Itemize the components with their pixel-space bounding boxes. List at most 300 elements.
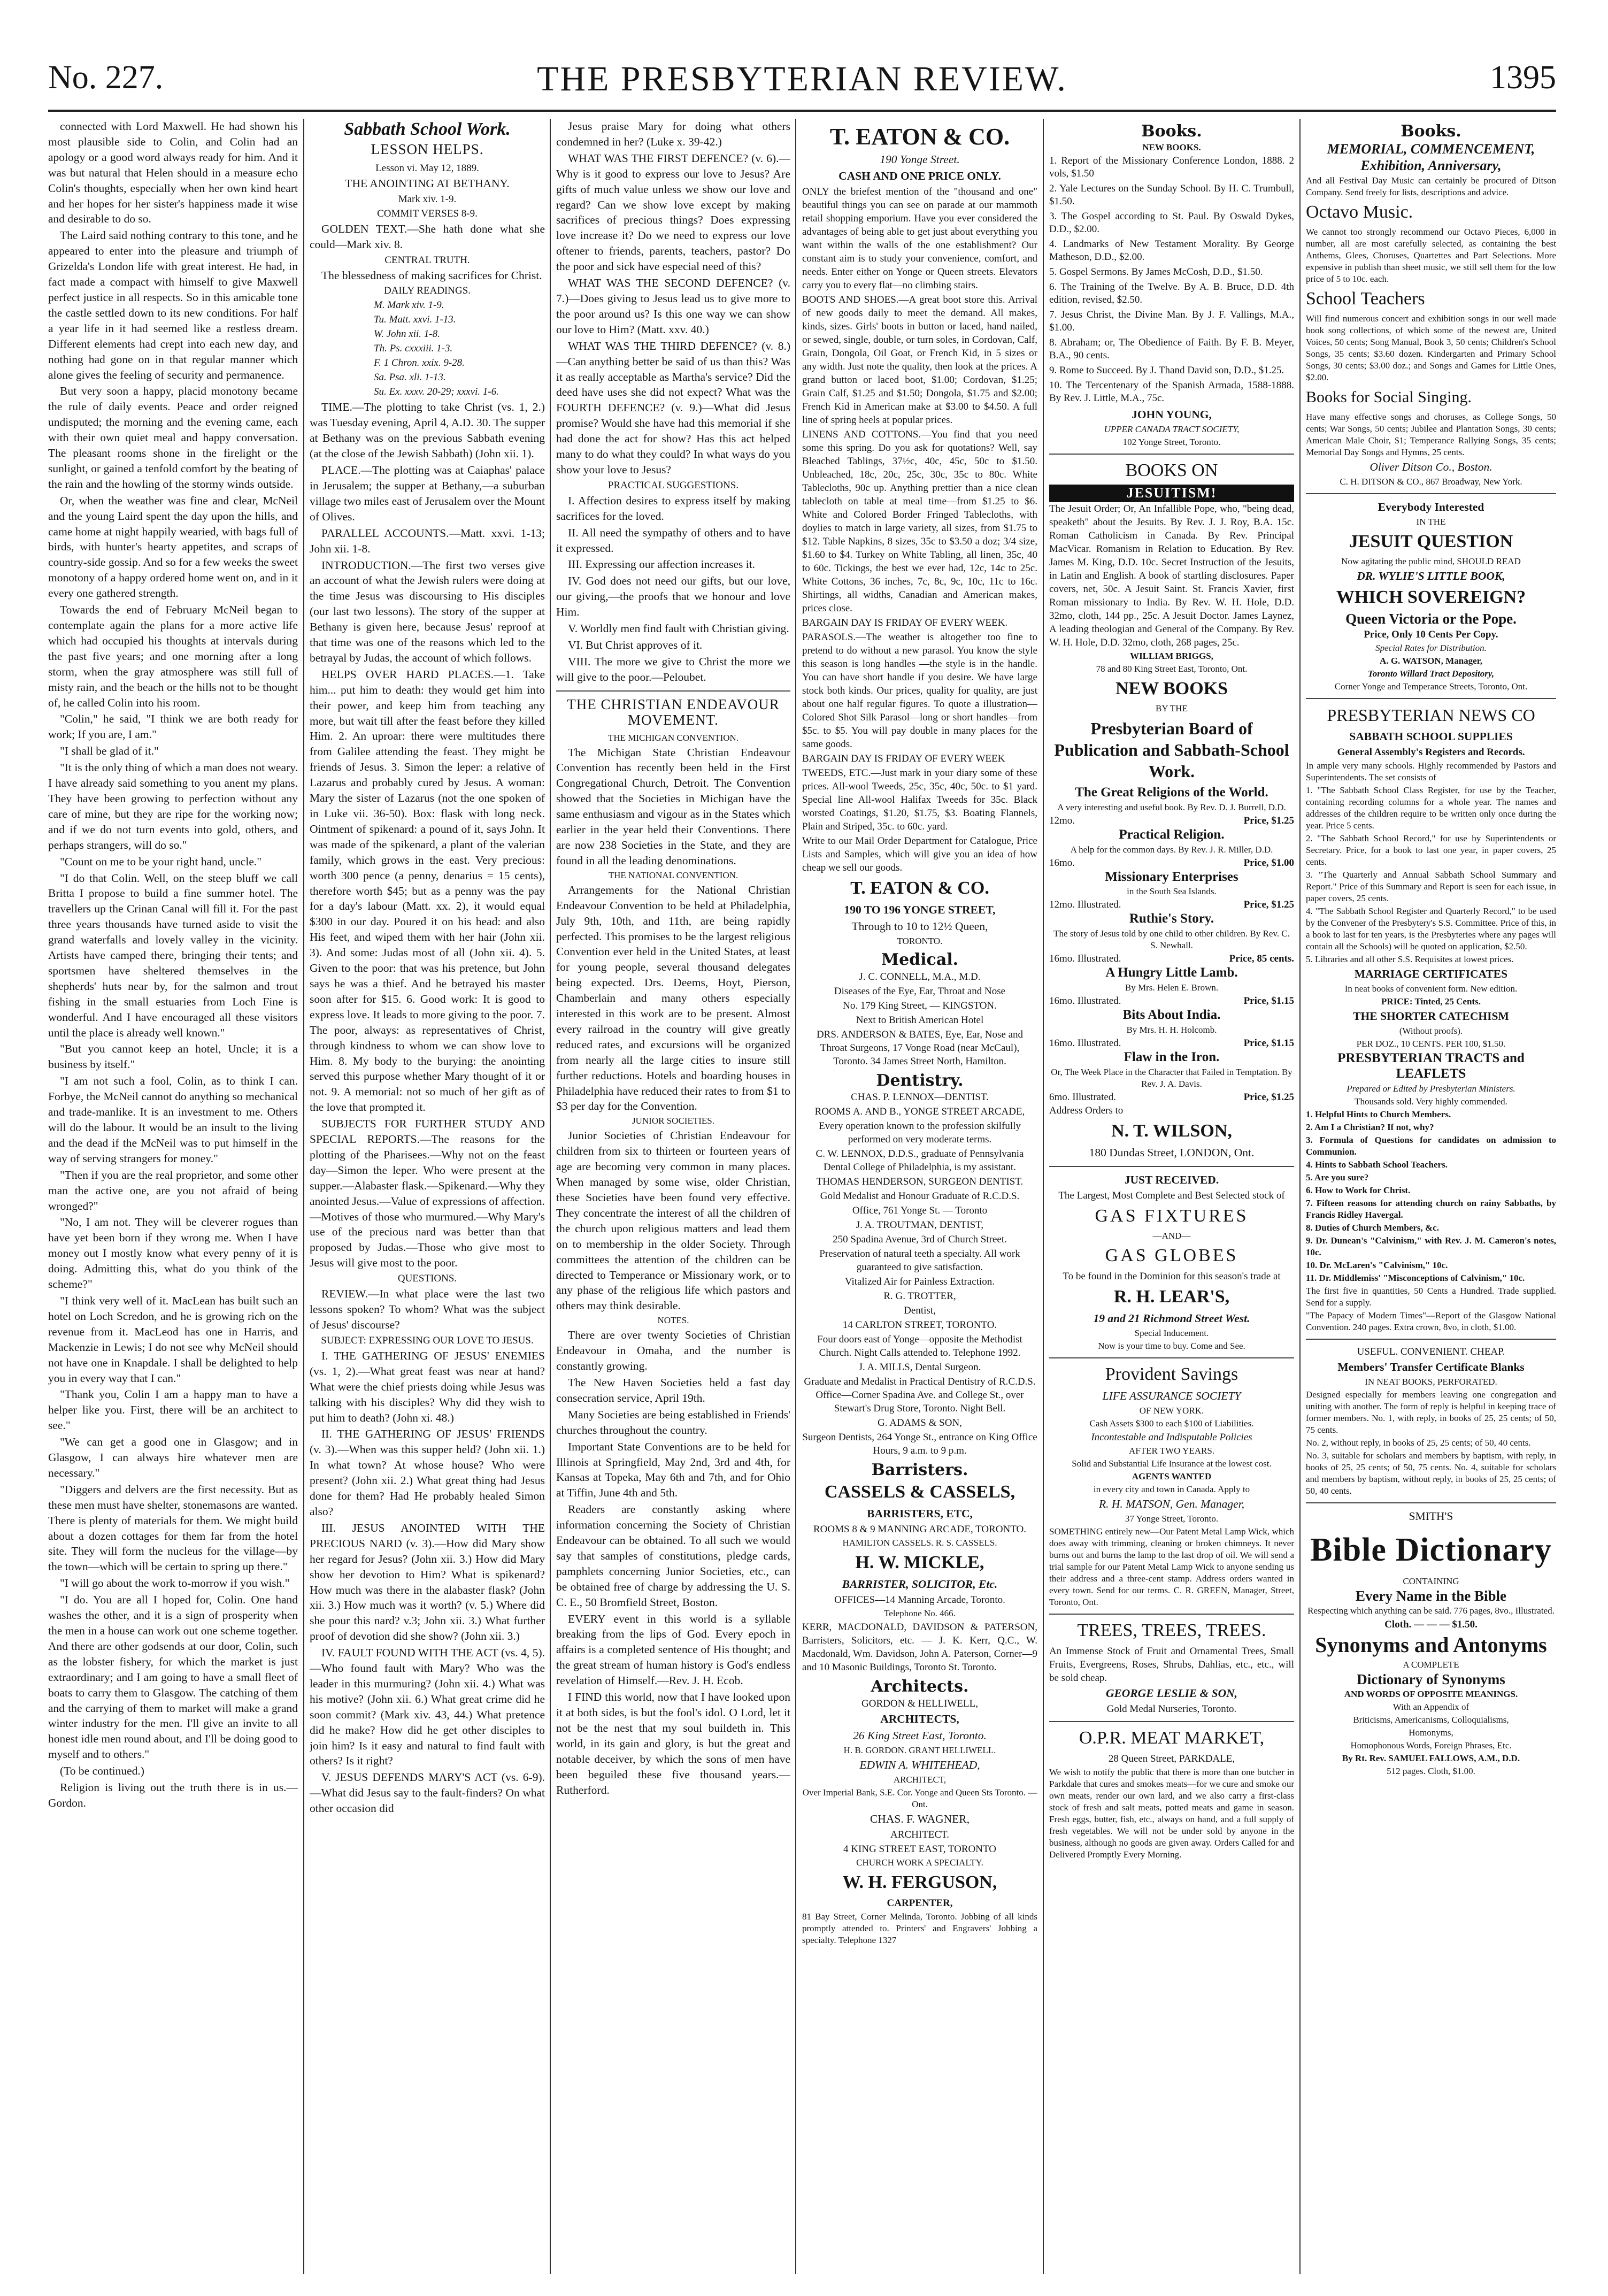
paragraph: "No, I am not. They will be cleverer rogues than have yet been born if they wrong me. When I have money out I mostly know what every penny of it is doing. Admitting this, what do you think of the scheme?"	[48, 1216, 298, 1291]
book-title: Bits About India.	[1122, 1008, 1221, 1023]
notes-heading: NOTES.	[657, 1315, 689, 1326]
wilson-name: N. T. WILSON,	[1111, 1121, 1232, 1141]
opposite-meanings: AND WORDS OF OPPOSITE MEANINGS.	[1344, 1688, 1518, 1699]
school-teachers: School Teachers	[1306, 288, 1425, 309]
board-of-publication: Presbyterian Board of Publication and Sabbath-School Work.	[1054, 718, 1289, 781]
book-list-item: 4. Landmarks of New Testament Morality. By George Matheson, D.D., $2.00.	[1049, 238, 1294, 263]
registers-text: In ample very many schools. Highly recommended by Pastors and Superintendents. The set consists of	[1306, 761, 1556, 783]
paragraph: Or, when the weather was fine and clear, McNeil and the young Laird spent the day upon the hills, and came home at night happily wearied, with bags full of birds, with hunter's hearty appetites, and scraps of country-side gossip. And so for a few weeks the sweet monotony of a happy ordered home went on, and in it every one gathered strength.	[48, 494, 298, 600]
paragraph: M. Mark xiv. 1-9.	[374, 300, 444, 311]
school-text: Will find numerous concert and exhibition songs in our well made book song collections, of which some of the newest are, United Voices, 50 cents; Song Manual, Book 3, 50 cents; Children's School Songs, 35 cents; $3.60 dozen. Kindergarten and Primary School Songs, 30 cents; $3.00 doz.; and Songs and Games for Little Ones, $2.00.	[1306, 313, 1556, 382]
board-book	[1049, 785, 1294, 827]
paragraph: PLACE.—The plotting was at Caiaphas' palace in Jerusalem; the supper at Bethany,—a suburban village two miles east of Jerusalem over the Mount of Olives.	[310, 464, 545, 523]
paragraph: Jesus praise Mary for doing what others condemned in her? (Luke x. 39-42.)	[556, 120, 790, 148]
paragraph: I FIND this world, now that I have looked upon it at both sides, is but the fool's idol. O Lord, let it not be the nest that my soul buildeth in. This world, in its gain and glory, is but the great and notable deceiver, by which the sons of men have been beguiled these five thousand years.—Rutherford.	[556, 1691, 790, 1796]
paragraph: Su. Ex. xxxv. 20-29; xxxvi. 1-6.	[374, 386, 499, 398]
paragraph: WHAT WAS THE FIRST DEFENCE? (v. 6).—Why is it good to express our love to Jesus? Are gifts of much value unless we show our love and regard? Can we show love except by making sacrifices of precious things? Does expressing love increase it? Do we need to express our love oftener to friends, parents, teachers, pastor? Do the poor and sick have especial need of this?	[556, 151, 790, 273]
paragraph: W. John xii. 1-8.	[374, 328, 440, 340]
books-heading: Books.	[1141, 122, 1202, 141]
publication-title: THE PRESBYTERIAN REVIEW.	[537, 59, 1067, 98]
by-the: BY THE	[1156, 703, 1188, 713]
eaton-ad-text	[802, 185, 1037, 874]
book-format: 12mo.	[1049, 815, 1075, 826]
paragraph: 10. Dr. McLaren's "Calvinism," 10c.	[1306, 1260, 1448, 1270]
certificates-no1: Designed especially for members leaving one congregation and uniting with another. The form of reply is helpful in keeping trace of former members. No. 1, with reply, in books of 25, 25 cents; of 50, 75 cents.	[1306, 1389, 1556, 1435]
paragraph: TWEEDS, ETC.—Just mark in your diary some of these prices. All-wool Tweeds, 25c, 35c, 40c, 50c. to $1 yard. Special line All-wool Halifax Tweeds for 35c. Black worsted Coatings, $1.20, $1.75, $3. Boating Flannels, Plain and Striped, 35c. to 60c. yard.	[802, 767, 1037, 832]
board-book	[1049, 965, 1294, 1008]
paragraph: 4. "The Sabbath School Register and Quarterly Record," to be used by the Convener of the Presbytery's S.S. Committee. Price of this, in a book to last for ten years, is the Presbyteries where any pages will contain all the Schools) will be quoted on application, $2.50.	[1306, 906, 1556, 952]
and-line: —AND—	[1152, 1230, 1191, 1241]
paragraph: G. ADAMS & SON,	[878, 1417, 962, 1429]
paragraph: 7. Fifteen reasons for attending church on rainy Sabbaths, by Francis Ridley Havergal.	[1306, 1197, 1556, 1220]
wylie-book: DR. WYLIE'S LITTLE BOOK,	[1357, 569, 1505, 582]
paragraph: V. JESUS DEFENDS MARY'S ACT (vs. 6-9).—What did Jesus say to the fault-finders? On what other occasion did	[310, 1771, 545, 1815]
meat-market: O.P.R. MEAT MARKET,	[1079, 1727, 1265, 1748]
ditson-address: C. H. DITSON & CO., 867 Broadway, New York.	[1340, 476, 1522, 487]
national-heading: THE NATIONAL CONVENTION.	[608, 870, 738, 880]
cassels-partners: HAMILTON CASSELS. R. S. CASSELS.	[842, 1538, 997, 1548]
central-truth: The blessedness of making sacrifices for Christ.	[321, 268, 542, 282]
in-the: IN THE	[1416, 516, 1446, 527]
paragraph: Preservation of natural teeth a specialty. All work guaranteed to give satisfaction.	[819, 1248, 1020, 1273]
column-divider	[1299, 119, 1301, 2274]
eaton-tag: CASH AND ONE PRICE ONLY.	[838, 169, 1001, 182]
golden-text: GOLDEN TEXT.—She hath done what she could—Mark xiv. 8.	[310, 222, 545, 251]
national-text: Arrangements for the National Christian Endeavour Convention to be held at Philadelphia, July 9th, 10th, and 11th, are being rapidly perfected. This promises to be the largest religious Convention ever held in the United States, at least for young people, several thousand delegates being expected. Drs. Deems, Hoyt, Pierson, Chamberlain and many others especially interested in this work are to be present. Almost every railroad in the country will give greatly reduced rates, and excursions will be organized from nearly all the large cities to insure still further reductions. Hotels and boarding houses in Philadelphia have reduced their rates to from $1 to $3 per day for the Convention.	[556, 883, 790, 1113]
column-divider	[303, 119, 304, 2274]
book-list-item: 10. The Tercentenary of the Spanish Armada, 1588-1888. By Rev. J. Little, M.A., 75c.	[1049, 379, 1294, 404]
paragraph: "I will go about the work to-morrow if you wish."	[60, 1577, 290, 1590]
jesuit-question: JESUIT QUESTION	[1349, 531, 1513, 551]
gordon-title: ARCHITECTS,	[880, 1713, 959, 1726]
a-complete: A COMPLETE	[1403, 1659, 1459, 1670]
lesson-ref: Mark xiv. 1-9.	[398, 193, 457, 205]
jesuitism-banner: JESUITISM!	[1049, 485, 1294, 502]
book-title: Missionary Enterprises	[1105, 869, 1238, 884]
jesuit-question-sub: Now agitating the public mind, SHOULD READ	[1341, 556, 1521, 566]
gas-text: To be found in the Dominion for this season's trade at	[1063, 1270, 1281, 1282]
special-rates: Special Rates for Distribution.	[1375, 643, 1487, 654]
paragraph: C. W. LENNOX, D.D.S., graduate of Pennsylvania Dental College of Philadelphia, is my assistant.	[815, 1148, 1024, 1173]
life-policies: Incontestable and Indisputable Policies	[1091, 1431, 1252, 1443]
paragraph: BARGAIN DAY IS FRIDAY OF EVERY WEEK.	[802, 617, 1008, 628]
tracts-prepared: Prepared or Edited by Presbyterian Ministers.	[1347, 1083, 1515, 1094]
meat-market-text: We wish to notify the public that there is more than one butcher in Parkdale that cures and smokes meats—for we cure and smoke our own meats, render our own lard, and we also carry a first-class stock of fresh and salt meats, potted meats and game in season. Fresh eggs, butter, fish, etc., always on hand, and a full supply of fresh vegetables. We will not be under sold by anyone in the business, although no goods are given away. Orders Called for and Delivered Promptly Every Morning.	[1049, 1767, 1294, 1860]
paragraph: THOMAS HENDERSON, SURGEON DENTIST.	[816, 1176, 1024, 1188]
lesson-questions	[310, 1348, 545, 1816]
paragraph: "We can get a good one in Glasgow; and in Glasgow, I can always hire whatever men are necessary."	[48, 1435, 298, 1479]
book-list-item: 1. Report of the Missionary Conference London, 1888. 2 vols, $1.50	[1049, 155, 1294, 179]
paragraph: 14 CARLTON STREET, TORONTO.	[842, 1319, 997, 1331]
everybody-interested: Everybody Interested	[1378, 500, 1484, 513]
junior-text: Junior Societies of Christian Endeavour for children from six to thirteen or fourteen years of age are becoming very common in many places. When managed by some wise, older Christian, these Societies have been found very effective. They concentrate the interest of all the children of the church upon religious matters and lead them on to membership in the older Society. Through committees the attention of the children can be directed to Temperance or Missionary work, or to any phase of the religious life which pastors and others may think desirable.	[556, 1129, 790, 1312]
paragraph: "Then if you are the real proprietor, and some other man the active one, are you not afraid of being wronged?"	[48, 1168, 298, 1212]
medical-heading: Medical.	[881, 950, 959, 969]
review-question: REVIEW.—In what place were the last two lessons spoken? To whom? What was the subject of Jesus' discourse?	[310, 1287, 545, 1331]
commit-verses: COMMIT VERSES 8-9.	[377, 208, 478, 219]
paragraph: Readers are constantly asking where information concerning the Society of Christian Endeavour can be obtained. To all such we would say that samples of constitutions, pledge cards, pamphlets concerning Junior Societies, etc., can be obtained free of charge by addressing the U. S. C. E., 50 Bromfield Street, Boston.	[556, 1503, 790, 1609]
board-books	[1049, 785, 1294, 1104]
paragraph: 9. Dr. Dunean's "Calvinism," with Rev. J. M. Cameron's notes, 10c.	[1306, 1235, 1556, 1257]
wagner-address: 4 KING STREET EAST, TORONTO	[843, 1843, 996, 1855]
paragraph: WHAT WAS THE THIRD DEFENCE? (v. 8.)—Can anything better be said of us than this? Was it as really acceptable as Martha's service? Did the deed have uses she did not expect? What was the FOURTH DEFENCE? (v. 9.)—What did Jesus promise? Would she have had this memorial if she had done the act for show? Has this act helped many to do what they could? In what ways do you show your love to Jesus?	[556, 339, 790, 476]
book-price: Price, $1.00	[1243, 857, 1294, 869]
certificates-no3: No. 3, suitable for scholars and members by baptism, with reply, in books of 25, 25 cents; of 50, 75 cents. No. 4, suitable for scholars and members by baptism, without reply, in books of 25, 25 cents; of 50, 40 cents.	[1306, 1450, 1556, 1496]
gas-fixtures: GAS FIXTURES	[1095, 1205, 1249, 1226]
cassels-line: BARRISTERS, ETC,	[867, 1507, 973, 1521]
whitehead-name: EDWIN A. WHITEHEAD,	[859, 1758, 980, 1771]
michigan-text: The Michigan State Christian Endeavour Convention has recently been held in the First Congregational Church, Detroit. The Convention showed that the Societies in Michigan have the same enthusiasm and vigour as in the States which earlier in the year held their Conventions. There are now 238 Societies in the State, and they are found in all the leading denominations.	[556, 746, 790, 867]
board-book	[1049, 1050, 1294, 1104]
paragraph: "I think very well of it. MacLean has built such an hotel on Loch Scredon, and he is growing rich on the revenue from it. MacLeod has one in Harris, and Mackenzie in Lewis; I do not see why McNeil should not have one in Knapdale. I shall be delighted to help you in every way that I can."	[48, 1294, 298, 1385]
book-format: 16mo. Illustrated.	[1049, 953, 1121, 965]
paragraph: Diseases of the Eye, Ear, Throat and Nose	[834, 985, 1006, 997]
paragraph: INTRODUCTION.—The first two verses give an account of what the Jewish rulers were doing at the time Jesus was discoursing to His disciples (our last two lessons). The story of the supper at Bethany is given here, because Jesus' reproof at that time was one of the reasons which led to the betrayal by Judas, the account of which follows.	[310, 558, 545, 664]
paragraph: "It is the only thing of which a man does not weary. I have already said something to you anent my plans. They have been growing to perfection without any care of mine, but they are ripe for the working now; and if we do not turn events into gold, others, and perhaps strangers, will do so."	[48, 761, 298, 851]
mickle-telephone: Telephone No. 466.	[884, 1608, 956, 1619]
dentistry-listings	[802, 1091, 1037, 1457]
gordon-address: 26 King Street East, Toronto.	[853, 1729, 987, 1742]
agents-wanted: AGENTS WANTED	[1132, 1471, 1212, 1481]
questions-heading: QUESTIONS.	[397, 1273, 457, 1285]
paragraph: V. Worldly men find fault with Christian giving.	[568, 622, 789, 635]
paragraph: Th. Ps. cxxxiii. 1-3.	[374, 343, 453, 355]
fallows-author: By Rt. Rev. SAMUEL FALLOWS, A.M., D.D.	[1342, 1753, 1520, 1763]
advertisements-column-3	[1306, 119, 1556, 2279]
column-divider	[795, 119, 796, 2274]
column-divider	[1043, 119, 1044, 2274]
book-price: Price, $1.25	[1243, 899, 1294, 911]
paragraph: "I do. You are all I hoped for, Colin. One hand washes the other, and it is a sign of prosperity when the men in a house can work out one scheme together. And there are other godsends at our door, Colin, such as the lobster fishery, for which the market is just extraordinary; and I am going to have a small fleet of boats to carry them to Glasgow. The catching of them and the carrying of them to market will make a grand winter industry for the men. I'll give an invite to all honest idle men round about, and I'll be doing good to myself and to others."	[48, 1593, 298, 1761]
advertisements-column-1	[802, 119, 1037, 2279]
paragraph: 8. Duties of Church Members, &c.	[1306, 1222, 1439, 1233]
octavo-heading: Octavo Music.	[1306, 202, 1413, 222]
memorial-text: And all Festival Day Music can certainly be procured of Ditson Company. Send freely for lists, descriptions and advice.	[1306, 175, 1556, 197]
paragraph: EVERY event in this world is a syllable breaking from the lips of God. Every epoch in affairs is a completed sentence of His thought; and the great stream of human history is God's endless revelation of Himself.—Rev. J. H. Ecob.	[556, 1612, 790, 1687]
social-text: Have many effective songs and choruses, as College Songs, 50 cents; War Songs, 50 cents; Jubilee and Plantation Songs, 30 cents; American Male Choir, $1; Temperance Rallying Songs, 35 cents; Memorial Day Songs and Hymns, 25 cents.	[1306, 411, 1556, 457]
paragraph: Office, 761 Yonge St. — Toronto	[852, 1205, 988, 1217]
book-desc: The story of Jesus told by one child to other children. By Rev. C. S. Newhall.	[1053, 928, 1290, 951]
book-title: Practical Religion.	[1119, 827, 1225, 842]
endeavour-heading: THE CHRISTIAN ENDEAVOUR MOVEMENT.	[567, 696, 780, 728]
life-cost: Solid and Substantial Life Insurance at the lowest cost.	[1072, 1458, 1272, 1469]
barristers-heading: Barristers.	[871, 1461, 968, 1480]
paragraph: Next to British American Hotel	[856, 1014, 984, 1026]
homonyms: Homonyms,	[1409, 1727, 1453, 1738]
transfer-certificates: Members' Transfer Certificate Blanks	[1337, 1360, 1525, 1373]
books-heading: Books.	[1401, 122, 1461, 141]
memorial-heading: MEMORIAL, COMMENCEMENT,	[1327, 141, 1535, 157]
book-desc: Or, The Week Place in the Character that Failed in Temptation. By Rev. J. A. Davis.	[1051, 1067, 1292, 1089]
mickle-offices: OFFICES—14 Manning Arcade, Toronto.	[834, 1594, 1005, 1606]
story-column	[48, 119, 298, 2279]
subject-line: SUBJECT: EXPRESSING OUR LOVE TO JESUS.	[321, 1334, 534, 1346]
eaton-street: 190 Yonge Street.	[880, 153, 960, 166]
paragraph: 11. Dr. Middlemiss' "Misconceptions of Calvinism," 10c.	[1306, 1272, 1525, 1283]
gordon-partners: H. B. GORDON. GRANT HELLIWELL.	[843, 1745, 996, 1755]
paragraph: 4. Hints to Sabbath School Teachers.	[1306, 1159, 1448, 1170]
paragraph: Vitalized Air for Painless Extraction.	[844, 1276, 995, 1288]
paragraph: BARGAIN DAY IS FRIDAY OF EVERY WEEK	[802, 752, 1005, 764]
book-price: Price, $1.15	[1243, 1038, 1294, 1049]
central-truth-heading: CENTRAL TRUTH.	[384, 254, 470, 266]
paragraph: ROOMS A. AND B., YONGE STREET ARCADE,	[814, 1106, 1025, 1118]
book-list-item: 9. Rome to Succeed. By J. Thand David son, D.D., $1.25.	[1049, 364, 1284, 376]
perforated: IN NEAT BOOKS, PERFORATED.	[1365, 1376, 1497, 1387]
paragraph: III. JESUS ANOINTED WITH THE PRECIOUS NARD (v. 3).—How did Mary show her regard for Jesus? (John xii. 3.) How did Mary show her devotion to Him? What is spikenard? How much was there in the alabaster flask? (John xii. 3.) How much was it worth? (v. 5.) Where did she pour this nard? v.3; John xii. 3.) What further proof of devotion did she show? (John xii. 3.)	[310, 1521, 545, 1643]
paragraph: Tu. Matt. xxvi. 1-13.	[374, 314, 456, 326]
lear-address: 19 and 21 Richmond Street West.	[1093, 1311, 1250, 1325]
smiths: SMITH'S	[1409, 1509, 1453, 1523]
paragraph: HELPS OVER HARD PLACES.—1. Take him... put him to death: they would get him into their power, and keep him from teaching any more, but wait till after the feast before they killed Him. 2. An uproar: there were multitudes there from Galilee attending the feast. They might be friends of Jesus. 3. Simon the leper: a relative of Lazarus and probably cured by Jesus. A woman: Mary the sister of Lazarus (not the one spoken of in Luke vii. 36-50). Box: flask with long neck. Ointment of spikenard: a pound of it, says John. It was made of the spikenard, a plant of the valerian family, which grows in the east. Very precious: worth 300 pence (a penny, denarius = 15 cents), therefore worth $45; but as a penny was the pay for a day's labour (Matt. xx. 2), it would equal $300 in our day. Poured it on his head: and also His feet, and wiped them with her hair (John xii. 3). And some: Judas most of all (John xii. 4). 5. Given to the poor: that was his pretence, but John says he was a thief. And he betrayed his master soon after for $15. 6. Good work: It is good to express love. It leads to more giving to the poor. 7. The poor, always: as representatives of Christ, through kindness to whom we can show love to Him. 8. My body to the burying: the anointing served this purpose whether Mary thought of it or not. 9. A memorial: not so much of her gift as of the love that prompted it.	[310, 667, 545, 1114]
certificates-text: In neat books of convenient form. New edition.	[1344, 984, 1518, 994]
paragraph: VI. But Christ approves of it.	[568, 639, 703, 651]
paragraph: TIME.—The plotting to take Christ (vs. 1, 2.) was Tuesday evening, April 4, A.D. 30. The supper at Bethany was on the previous Sabbath evening (at the close of the Jewish Sabbath) (John xii. 1).	[310, 401, 545, 460]
life-assets: Cash Assets $300 to each $100 of Liabilities.	[1089, 1418, 1254, 1429]
book-format: 12mo. Illustrated.	[1049, 899, 1121, 911]
book-list-item: 2. Yale Lectures on the Sunday School. By H. C. Trumbull, $1.50.	[1049, 182, 1294, 207]
paragraph: PARALLEL ACCOUNTS.—Matt. xxvi. 1-13; John xii. 1-8.	[310, 526, 545, 555]
paragraph: Dentist,	[904, 1305, 936, 1317]
tract-society: UPPER CANADA TRACT SOCIETY,	[1104, 424, 1240, 434]
orders-line: Address Orders to	[1049, 1105, 1124, 1117]
leslie-name: GEORGE LESLIE & SON,	[1105, 1686, 1238, 1700]
masthead	[48, 59, 1556, 118]
paragraph: Towards the end of February McNeil began to contemplate again the plans for a more active life which had occupied his thoughts at intervals during the past five years; and one morning after a long storm, when the gray atmosphere was still full of misty rain, and the beach or the hills not to be thought of, he called Colin into his room.	[48, 603, 298, 709]
life-new-york: OF NEW YORK.	[1139, 1405, 1204, 1416]
fallows-price: 512 pages. Cloth, $1.00.	[1387, 1765, 1475, 1776]
new-books-list	[1049, 155, 1294, 405]
matson-name: R. H. MATSON, Gen. Manager,	[1098, 1497, 1245, 1510]
lamp-wick-ad: SOMETHING entirely new—Our Patent Metal Lamp Wick, which does away with trimming, cleaning or broken chimneys. It never burns out and burns the lamp to the last drop of oil. We will send a trial sample for our Patent Metal Lamp Wick to anyone sending us their address and a three-cent stamp. Address orders wanted in every town. Send for our terms. C. R. GREEN, Manager, Street, Toronto, Ont.	[1049, 1526, 1294, 1607]
papacy-report: "The Papacy of Modern Times"—Report of the Glasgow National Convention. 240 pages. Extra crown, 8vo, in cloth, $1.00.	[1306, 1310, 1556, 1332]
marriage-certificates: MARRIAGE CERTIFICATES	[1354, 967, 1508, 981]
book-price: Price, 85 cents.	[1229, 953, 1294, 965]
book-list-item: 5. Gospel Sermons. By James McCosh, D.D., $1.50.	[1049, 266, 1263, 278]
gas-globes: GAS GLOBES	[1105, 1245, 1238, 1265]
paragraph: II. THE GATHERING OF JESUS' FRIENDS (v. 3).—When was this supper held? (John xii. 1.) In what town? At whose house? Who were present? (John xii. 2.) What great thing had Jesus done for them? Had He probably healed Simon also?	[310, 1427, 545, 1518]
book-price: Price, $1.25	[1243, 815, 1294, 826]
ferguson-name: W. H. FERGUSON,	[842, 1872, 997, 1892]
book-desc: By Mrs. Helen E. Brown.	[1125, 982, 1219, 993]
watson-name: A. G. WATSON, Manager,	[1380, 656, 1482, 666]
wagner-title: ARCHITECT.	[890, 1829, 949, 1840]
paragraph: CHAS. P. LENNOX—DENTIST.	[851, 1092, 989, 1103]
mickle-title: BARRISTER, SOLICITOR, Etc.	[842, 1578, 998, 1591]
social-singing: Books for Social Singing.	[1306, 388, 1472, 406]
bible-dictionary: Bible Dictionary	[1310, 1531, 1552, 1568]
paragraph: "Colin," he said, "I think we are both ready for work; If you are, I am."	[48, 712, 298, 741]
daily-readings-heading: DAILY READINGS.	[383, 285, 471, 297]
board-book	[1049, 1008, 1294, 1050]
book-format: 16mo. Illustrated.	[1049, 1038, 1121, 1049]
trees-text: An Immense Stock of Fruit and Ornamental Trees, Small Fruits, Evergreens, Roses, Shrubs, Dahlias, etc., etc., will be sold cheap.	[1049, 1645, 1294, 1684]
lear-come: Now is your time to buy. Come and See.	[1098, 1340, 1245, 1351]
tracts-list	[1306, 1109, 1556, 1284]
paragraph: Religion is living out the truth there is in us.—Gordon.	[48, 1781, 298, 1809]
assembly-registers: General Assembly's Registers and Records.	[1337, 747, 1525, 758]
paragraph: LINENS AND COTTONS.—You find that you need some this spring. Do you ask for quotations? Well, say Bleached Tablings, 37½c, 40c, 45c, 50c to $1.50. Unbleached, 18c, 20c, 25c, 30c, 35c to 80c. White Tablecloths, 90c up. Anything prettier than a nice clean tablecloth on table at meal time—from $1.25 to $6. White and Colored Border Fringed Tablecloths, with doylies to match in large variety, all sizes, from $1.75 to $12. Table Napkins, 8 sizes, 35c to $3.50 a doz; 3/4 size, $1.60 to $4. Turkey on White Tabling, all linen, 35c, 40 to 60c. Tickings, the best we ever had, 12c, 14c to 25c. White Cottons, 36 inches, 7c, 8c, 9c, 10c, 11c to 16c. Shirtings, all widths, Canadian and American makes, prices close.	[802, 428, 1037, 614]
paragraph: The Laird said nothing contrary to this tone, and he appeared to enter into the pleasure and triumph of Grizelda's London life with great interest. He had, in fact made a compact with himself to give Maxwell perfect justice in all respects. So in this amicable tone the castle settled down to its new conditions. For half a year life in it had seemed like a restless dream. Different elements had crept into each new day, and nothing had gone on in that regular manner which alone gives the feeling of security and permanence.	[48, 229, 298, 381]
book-format: 16mo.	[1049, 857, 1075, 869]
book-title: The Great Religions of the World.	[1075, 785, 1268, 800]
octavo-text: We cannot too strongly recommend our Octavo Pieces, 6,000 in number, all are most carefully selected, as containing the best Anthems, Glees, Choruses, Quartettes and Part Selections. More expensive in publish than sheet music, we still sell them for the low price of 5 to 10c. each.	[1306, 226, 1556, 284]
column-divider	[550, 119, 551, 2274]
life-assurance: LIFE ASSURANCE SOCIETY	[1102, 1389, 1241, 1402]
tracts-price: The first five in quantities, 50 Cents a Hundred. Trade supplied. Send for a supply.	[1306, 1285, 1556, 1308]
wagner-specialty: CHURCH WORK A SPECIALTY.	[856, 1857, 983, 1868]
masthead-rule	[48, 110, 1556, 112]
paragraph: J. A. TROUTMAN, DENTIST,	[856, 1219, 984, 1231]
briggs-address: 78 and 80 King Street East, Toronto, Ont.	[1096, 663, 1248, 674]
certificates-no2: No. 2, without reply, in books of 25, 25 cents; of 50, 40 cents.	[1306, 1437, 1531, 1448]
paragraph: 6. How to Work for Christ.	[1306, 1185, 1411, 1195]
eaton-footer-address: 190 TO 196 YONGE STREET,	[844, 903, 996, 916]
book-title: Ruthie's Story.	[1129, 911, 1214, 926]
suggestions-heading: PRACTICAL SUGGESTIONS.	[607, 479, 739, 491]
homophonous: Homophonous Words, Foreign Phrases, Etc.	[1350, 1740, 1512, 1750]
paragraph: 2. "The Sabbath School Record," for use by Superintendents or Secretary. Price, for a book to last one year, in paper covers, 25 cents.	[1306, 833, 1556, 867]
book-desc: A very interesting and useful book. By Rev. D. J. Burrell, D.D.	[1057, 802, 1286, 812]
book-title: A Hungry Little Lamb.	[1105, 965, 1238, 980]
paragraph: VIII. The more we give to Christ the more we will give to the poor.—Peloubet.	[556, 655, 790, 684]
price-ten-cents: Price, Only 10 Cents Per Copy.	[1364, 629, 1498, 641]
respecting-text: Respecting which anything can be said. 776 pages, 8vo., Illustrated.	[1307, 1605, 1555, 1616]
paragraph: 1. "The Sabbath School Class Register, for use by the Teacher, containing recording columns for a whole year. The names and addresses of the children require to be written only once during the year. Price 5 cents.	[1306, 785, 1556, 831]
paragraph: Important State Conventions are to be held for Illinois at Springfield, May 2nd, 3rd and 4th, for Kansas at Topeka, May 6th and 7th, and for Ohio at Tiffin, June 4th and 5th.	[556, 1440, 790, 1500]
paragraph: F. 1 Chron. xxix. 9-28.	[374, 357, 465, 369]
matson-address: 37 Yonge Street, Toronto.	[1125, 1513, 1219, 1524]
useful-convenient: USEFUL. CONVENIENT. CHEAP.	[1357, 1346, 1505, 1357]
paragraph: ONLY the briefest mention of the "thousand and one" beautiful things you can see on parade at our mammoth retail shopping emporium. Have you ever considered the advantages of being able to get just about everything you want within the walls of the one establishment? Our constant aim is to study your convenience, comfort, and needs. Enter either on Yonge or Queen streets. Elevators carry you to every flat—no climbing stairs.	[802, 186, 1037, 291]
paragraph: R. G. TROTTER,	[883, 1291, 956, 1302]
book-list-item: 8. Abraham; or, The Obedience of Faith. By F. B. Meyer, B.A., 90 cents.	[1049, 336, 1294, 361]
lesson-number: Lesson vi. May 12, 1889.	[375, 162, 479, 174]
trees-heading: TREES, TREES, TREES.	[1077, 1620, 1266, 1640]
michigan-heading: THE MICHIGAN CONVENTION.	[607, 732, 739, 743]
eaton-footer-address-2: Through to 10 to 12½ Queen,	[851, 919, 988, 933]
paragraph: Graduate and Medalist in Practical Dentistry of R.C.D.S. Office—Corner Spadina Ave. and College St., over Stewart's Drug Store, Toronto. Night Bell.	[804, 1376, 1036, 1415]
paragraph: 3. Formula of Questions for candidates on admission to Communion.	[1306, 1134, 1556, 1157]
paragraph: 2. Am I a Christian? If not, why?	[1306, 1122, 1434, 1132]
paragraph: "But you cannot keep an hotel, Uncle; it is a business by itself."	[48, 1042, 298, 1071]
paragraph: The New Haven Societies held a fast day consecration service, April 19th.	[556, 1376, 790, 1404]
paragraph: I. THE GATHERING OF JESUS' ENEMIES (vs. 1, 2).—What great feast was near at hand? What were the chief priests doing while Jesus was talking with his disciples? Why did they wish to put him to death? (John xi. 48.)	[310, 1349, 545, 1424]
notes	[556, 1327, 790, 1798]
jesuit-books-text: The Jesuit Order; Or, An Infallible Pope, who, "being dead, speaketh" about the Jesuits. By Rev. J. J. Roy, B.A. 15c. Roman Catholicism in Canada. By Rev. Principal MacVicar. Romanism in Relation to Education. By Rev. James M. King, D.D. 10c. Secret Instruction of the Jesuits, in Latin and English. A book of startling disclosures. Paper covers, net, 50c. A Jesuit Saint. St. Francis Xavier, first Roman missionary to India. By Rev. W. H. Hole, D.D. 32mo, cloth, 144 pp., 25c. A Jesuit Doctor. James Laynez, A leading theologian and General of the Company. By Rev. W. H. Hole, D.D. 32mo, cloth, 268 pages, 25c.	[1049, 503, 1294, 648]
lesson-helps-title: LESSON HELPS.	[371, 141, 484, 157]
book-title: Flaw in the Iron.	[1124, 1050, 1220, 1065]
paragraph: Write to our Mail Order Department for Catalogue, Price Lists and Samples, which will give you an idea of how cheap we sell our goods.	[802, 835, 1037, 873]
paragraph: 1. Helpful Hints to Church Members.	[1306, 1109, 1451, 1119]
paragraph: 250 Spadina Avenue, 3rd of Church Street.	[833, 1234, 1007, 1246]
willard-address: Corner Yonge and Temperance Streets, Toronto, Ont.	[1334, 681, 1528, 692]
eaton-name: T. EATON & CO.	[829, 124, 1010, 150]
mickle-name: H. W. MICKLE,	[855, 1553, 984, 1573]
ferguson-title: CARPENTER,	[887, 1897, 953, 1909]
young-name: JOHN YOUNG,	[1132, 408, 1212, 421]
tracts-heading: PRESBYTERIAN TRACTS and LEAFLETS	[1337, 1051, 1525, 1081]
board-book	[1049, 870, 1294, 912]
kerr-listing: KERR, MACDONALD, DAVIDSON & PATERSON, Barristers, Solicitors, etc. — J. K. Kerr, Q.C., W. Macdonald, Wm. Davidson, John A. Paterson, Corner—9 and 10 Masonic Buildings, Toronto St. Toronto.	[802, 1622, 1037, 1673]
eaton-footer-name: T. EATON & CO.	[850, 878, 989, 898]
lesson-title: THE ANOINTING AT BETHANY.	[345, 176, 510, 190]
paragraph: "Thank you, Colin I am a happy man to have a helper like you. First, there will be an architect to see."	[48, 1388, 298, 1432]
queen-or-pope: Queen Victoria or the Pope.	[1345, 611, 1517, 627]
paragraph: "I do that Colin. Well, on the steep bluff we call Britta I propose to build a fine summer hotel. The travellers up the Crinan Canal will fill it. For the past three years thousands have turned aside to visit the grand waterfalls and lovely valley in the vicinity. Artists have camped there, bringing their tents; and sportsmen have sheltered themselves in the shepherds' huts near by, for the salmon and trout fishing in the small estuaries from Loch Fine is wonderful. And I have encouraged all these visitors until the place is already well known."	[48, 871, 298, 1039]
paragraph: connected with Lord Maxwell. He had shown his most plausible side to Colin, and Colin had an apology or a good word always ready for him. And it was but natural that Helen should in a measure echo Colin's thoughts, especially when her own kind heart and her hopes for her sister's happiness made it wise and desirable to do so.	[48, 120, 298, 226]
cassels-name: CASSELS & CASSELS,	[824, 1482, 1015, 1502]
questions-continued	[556, 119, 790, 478]
paragraph: No. 179 King Street, — KINGSTON.	[843, 1000, 997, 1011]
without-proofs: (Without proofs).	[1399, 1026, 1463, 1036]
paragraph: 3. "The Quarterly and Annual Sabbath School Summary and Report." Price of this Summary and Report is seen for each issue, in paper covers, 25 cents.	[1306, 870, 1556, 904]
paragraph: SUBJECTS FOR FURTHER STUDY AND SPECIAL REPORTS.—The reasons for the plotting of the Pharisees.—Why not on the feast day—Simon the leper. Who were present at the supper.—Alabaster flask.—Spikenard.—Why they anointed Jesus.—Value of expressions of affection.—Motives of those who murmured.—Why Mary's use of the precious nard was better than that proposed by Judas.—Those who give most to Jesus will give most to the poor.	[310, 1117, 545, 1270]
issue-number: No. 227.	[48, 59, 164, 96]
paragraph: "I shall be glad of it."	[60, 744, 159, 758]
dentistry-heading: Dentistry.	[876, 1071, 964, 1090]
lesson-text	[310, 400, 545, 1271]
daily-readings	[310, 298, 545, 398]
board-book	[1049, 911, 1294, 965]
paragraph: (To be continued.)	[60, 1764, 144, 1778]
whitehead-address: Over Imperial Bank, S.E. Cor. Yonge and Queen Sts Toronto. — Ont.	[802, 1787, 1037, 1809]
cloth-price: Cloth. — — — $1.50.	[1384, 1618, 1478, 1630]
lear-name: R. H. LEAR'S,	[1113, 1286, 1230, 1307]
gordon-name: GORDON & HELLIWELL,	[861, 1698, 978, 1710]
briticisms: Briticisms, Americanisms, Colloquialisms,	[1353, 1714, 1509, 1725]
paragraph: III. Expressing our affection increases it.	[568, 558, 756, 571]
architects-heading: Architects.	[871, 1677, 969, 1696]
paragraph: Every operation known to the profession skilfully performed on very moderate terms.	[819, 1120, 1021, 1146]
certificates-price: PRICE: Tinted, 25 Cents.	[1381, 996, 1481, 1007]
paragraph: "Count on me to be your right hand, uncle."	[60, 855, 262, 868]
paragraph: J. A. MILLS, Dental Surgeon.	[858, 1362, 981, 1373]
paragraph: IV. God does not need our gifts, but our love, our giving,—the proofs that we honour and love Him.	[556, 574, 790, 619]
whitehead-title: ARCHITECT,	[893, 1774, 947, 1785]
presbyterian-news-co: PRESBYTERIAN NEWS CO	[1327, 705, 1535, 725]
exhibition-heading: Exhibition, Anniversary,	[1360, 157, 1502, 173]
junior-heading: JUNIOR SOCIETIES.	[632, 1116, 714, 1126]
ditson-name: Oliver Ditson Co., Boston.	[1370, 460, 1492, 473]
meat-market-address: 28 Queen Street, PARKDALE,	[1108, 1753, 1235, 1764]
just-received: JUST RECEIVED.	[1124, 1173, 1219, 1186]
lear-inducement: Special Inducement.	[1134, 1327, 1209, 1338]
synonyms-antonyms: Synonyms and Antonyms	[1315, 1632, 1547, 1657]
ferguson-address: 81 Bay Street, Corner Melinda, Toronto. Jobbing of all kinds promptly attended to. Printers' and Engravers' Jobbing a specialty. Telephone 1327	[802, 1911, 1037, 1945]
tracts-sold: Thousands sold. Very highly commended.	[1355, 1096, 1507, 1107]
endeavour-column	[556, 119, 790, 2279]
eaton-footer-city: TORONTO.	[897, 935, 943, 946]
paragraph: But very soon a happy, placid monotony became the rule of daily events. Peace and order reigned undisputed; the morning and the evening came, each with their own quiet meal and happy conversation. The pleasant rooms shone in the firelight or the sunlight, or gained a tenfold comfort by the beating of the rain and the howling of the stormy winds outside.	[48, 385, 298, 490]
paragraph: Gold Medalist and Honour Graduate of R.C.D.S.	[820, 1191, 1020, 1202]
provident-savings: Provident Savings	[1105, 1364, 1238, 1384]
page-number: 1395	[1490, 59, 1556, 96]
book-format: 6mo. Illustrated.	[1049, 1092, 1117, 1103]
medical-listings	[802, 970, 1037, 1068]
new-books-label: NEW BOOKS.	[1142, 142, 1201, 152]
paragraph: "Diggers and delvers are the first necessity. But as these men must have shelter, stonemasons are wanted. There is plenty of materials for them. We might build about a dozen cottages for them far from the hotel site. They will form the nucleus for the village—by the town—which will be certain to spring up there."	[48, 1483, 298, 1573]
practical-suggestions	[556, 493, 790, 685]
sabbath-school-column	[310, 119, 545, 2279]
book-desc: in the South Sea Islands.	[1127, 886, 1217, 897]
books-on-label: BOOKS ON	[1125, 460, 1218, 480]
wilson-address: 180 Dundas Street, LONDON, Ont.	[1089, 1146, 1255, 1159]
advertisements-column-2	[1049, 119, 1294, 2279]
just-received-text: The Largest, Most Complete and Best Selected stock of	[1058, 1189, 1285, 1201]
paragraph: Four doors east of Yonge—opposite the Methodist Church. Night Calls attended to. Telephone 1992.	[817, 1334, 1022, 1359]
book-format: 16mo. Illustrated.	[1049, 995, 1121, 1007]
